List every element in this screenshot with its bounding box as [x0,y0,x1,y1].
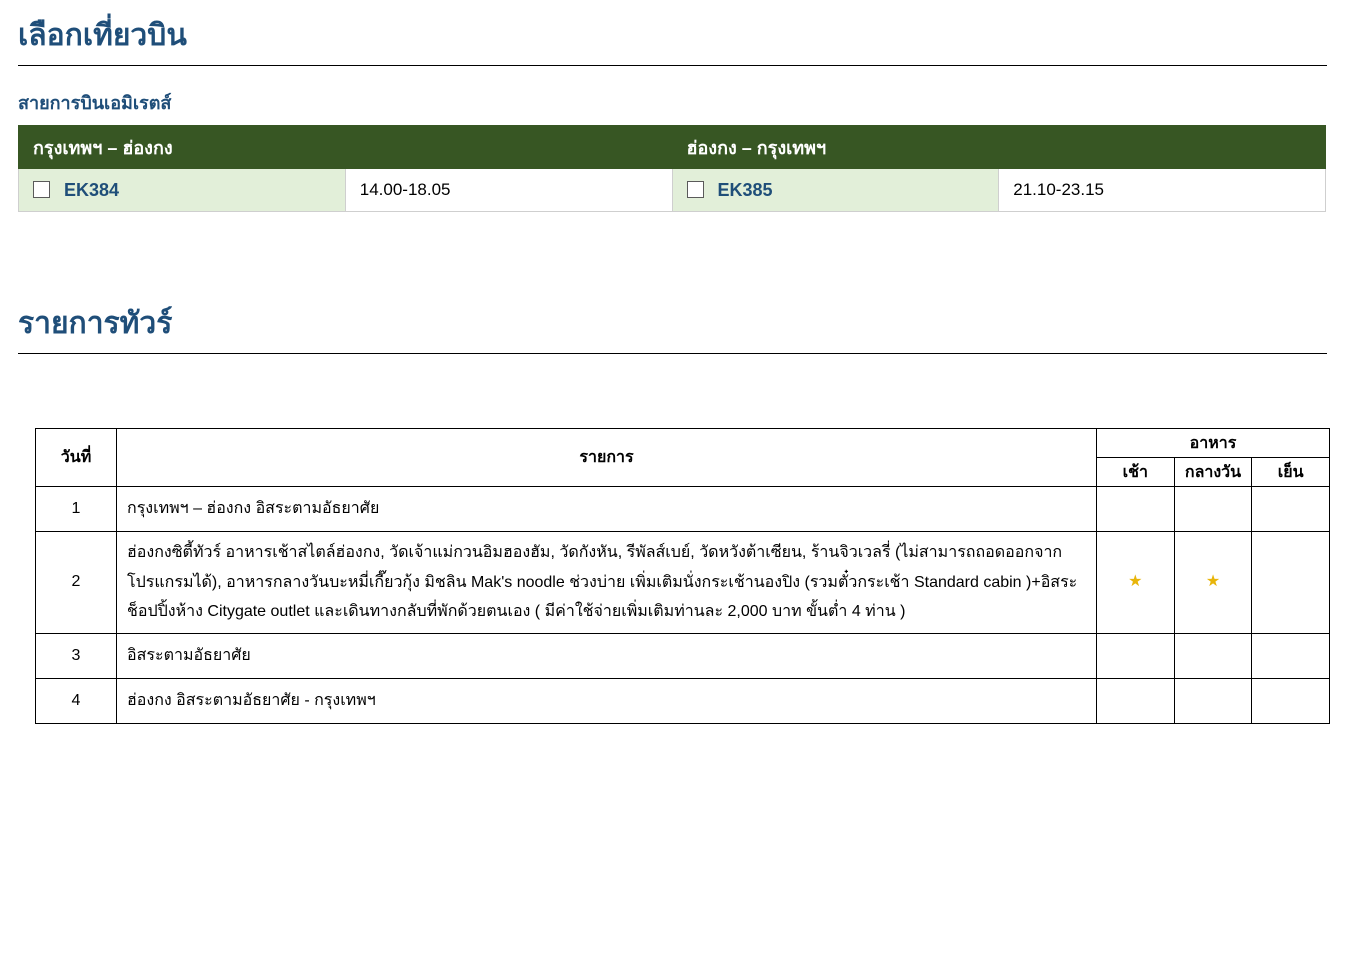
row-dinner [1252,633,1330,678]
row-lunch [1174,633,1252,678]
header-food: อาหาร [1097,429,1330,458]
row-lunch [1174,487,1252,532]
flight-row [19,169,1326,212]
row-breakfast [1097,678,1175,723]
row-day: 3 [36,633,117,678]
tour-header-row-top [36,429,1330,458]
row-day: 2 [36,532,117,634]
header-lunch: กลางวัน [1174,458,1252,487]
row-dinner [1252,678,1330,723]
header-itinerary: รายการ [117,429,1097,487]
row-breakfast: ★ [1097,532,1175,634]
row-dinner [1252,532,1330,634]
inbound-flight-code: EK385 [717,179,773,200]
page-title: เลือกเที่ยวบิน [18,19,187,52]
inbound-flight-cell[interactable] [672,169,999,212]
tour-title-divider [18,353,1327,354]
spacer [18,212,1327,288]
outbound-flight-cell[interactable] [19,169,346,212]
row-day: 4 [36,678,117,723]
outbound-flight-code: EK384 [64,179,120,200]
outbound-flight-checkbox[interactable] [33,181,50,198]
row-detail: ฮ่องกงซิตี้ทัวร์ อาหารเช้าสไตล์ฮ่องกง, วัดเจ้าแม่กวนอิมฮองฮัม, วัดกังหัน, รีพัลส์เบย์, วัดหวังต้าเซียน, ร้านจิวเวลรี่ (ไม่สามารถถอดออกจากโปรแกรมได้), อาหารกลางวันบะหมี่เกี๊ยวกุ้ง มิชลิน Mak's noodle ช่วงบ่าย เพิ่มเติมนั่งกระเช้านองปิง (รวมตั๋วกระเช้า Standard cabin )+อิสระช็อปปิ้งห้าง Citygate outlet และเดินทางกลับที่พักด้วยตนเอง ( มีค่าใช้จ่ายเพิ่มเติมท่านละ 2,000 บาท ขั้นต่ำ 4 ท่าน ) [117,532,1097,634]
airline-heading: สายการบินเอมิเรตส์ [18,93,172,113]
row-detail: ฮ่องกง อิสระตามอัธยาศัย - กรุงเทพฯ [117,678,1097,723]
tour-table-wrapper [18,428,1327,724]
row-lunch: ★ [1174,532,1252,634]
flight-selection-table [18,125,1326,212]
row-detail: กรุงเทพฯ – ฮ่องกง อิสระตามอัธยาศัย [117,487,1097,532]
inbound-flight-time: 21.10-23.15 [999,169,1326,212]
tour-title: รายการทัวร์ [18,307,173,340]
title-divider [18,65,1327,66]
outbound-route-header: กรุงเทพฯ – ฮ่องกง [19,126,673,169]
table-row [36,678,1330,723]
outbound-flight-time: 14.00-18.05 [345,169,672,212]
row-detail: อิสระตามอัธยาศัย [117,633,1097,678]
row-lunch [1174,678,1252,723]
table-row [36,532,1330,634]
tour-itinerary-table [35,428,1330,724]
document-page [0,12,1345,972]
inbound-flight-checkbox[interactable] [687,181,704,198]
header-date: วันที่ [36,429,117,487]
flight-table-header-row [19,126,1326,169]
row-day: 1 [36,487,117,532]
inbound-route-header: ฮ่องกง – กรุงเทพฯ [672,126,1326,169]
table-row [36,633,1330,678]
row-breakfast [1097,487,1175,532]
header-dinner: เย็น [1252,458,1330,487]
table-row [36,487,1330,532]
header-breakfast: เช้า [1097,458,1175,487]
row-dinner [1252,487,1330,532]
row-breakfast [1097,633,1175,678]
